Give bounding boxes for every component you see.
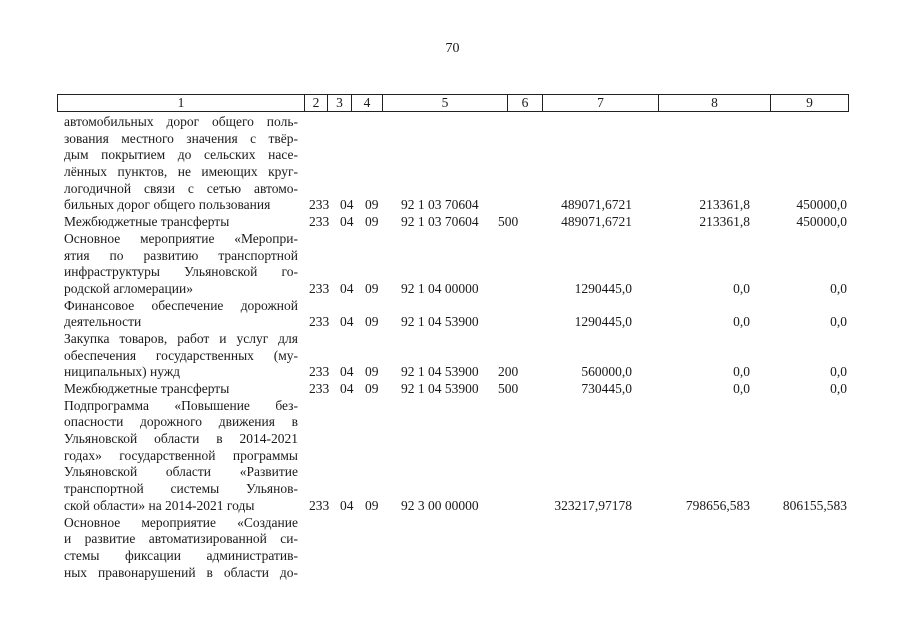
expense-type-code: 200 (498, 364, 519, 380)
subsection-code: 09 (365, 497, 379, 513)
line-description: обеспечения государственных (му- (64, 347, 298, 363)
line-description: Основное мероприятие «Меропри- (64, 230, 298, 246)
table-line (64, 481, 854, 498)
line-description: деятельности (64, 314, 142, 330)
table-line (64, 131, 854, 148)
grbs-code: 233 (309, 381, 330, 396)
header-column-8: 8 (659, 95, 771, 111)
table-line (64, 464, 854, 481)
table-line (64, 314, 854, 331)
line-description: Ульяновской области в 2014-2021 (64, 431, 298, 447)
table-line (64, 498, 854, 515)
target-article-code: 92 3 00 00000 (401, 497, 479, 513)
line-description: бильных дорог общего пользования (64, 197, 271, 213)
section-code: 04 (340, 314, 354, 330)
target-article-code: 92 1 04 53900 (401, 381, 479, 396)
line-description: Закупка товаров, работ и услуг для (64, 330, 298, 346)
subsection-code: 09 (365, 197, 379, 213)
target-article-code: 92 1 04 53900 (401, 314, 479, 330)
table-line (64, 281, 854, 298)
amount-year-3: 450000,0 (796, 214, 847, 230)
line-description: логодичной связи с сетью автомо- (64, 180, 298, 196)
grbs-code: 233 (309, 364, 330, 380)
line-description: зования местного значения с твёр- (64, 130, 298, 146)
line-description: Финансовое обеспечение дорожной (64, 297, 298, 313)
table-line (64, 264, 854, 281)
amount-year-2: 213361,8 (699, 197, 750, 213)
line-description: стемы фиксации административ- (64, 547, 298, 563)
page-number: 70 (445, 41, 460, 56)
line-description: ных правонарушений в области до- (64, 564, 298, 580)
table-body (64, 114, 854, 581)
table-line (64, 248, 854, 265)
table-line (64, 331, 854, 348)
line-description: ятия по развитию транспортной (64, 247, 298, 263)
grbs-code: 233 (309, 314, 330, 330)
target-article-code: 92 1 03 70604 (401, 197, 479, 213)
amount-year-1: 323217,97178 (554, 497, 632, 513)
table-line (64, 414, 854, 431)
line-description: годах» государственной программы (64, 447, 298, 463)
table-line (64, 515, 854, 532)
table-line (64, 298, 854, 315)
subsection-code: 09 (365, 280, 379, 296)
amount-year-2: 0,0 (733, 314, 750, 330)
table-line (64, 214, 854, 231)
amount-year-1: 730445,0 (581, 381, 632, 396)
amount-year-1: 560000,0 (581, 364, 632, 380)
line-description: Межбюджетные трансферты (64, 214, 230, 230)
header-column-7: 7 (543, 95, 659, 111)
grbs-code: 233 (309, 214, 330, 230)
amount-year-2: 213361,8 (699, 214, 750, 230)
table-header-row (57, 94, 849, 112)
subsection-code: 09 (365, 364, 379, 380)
grbs-code: 233 (309, 280, 330, 296)
section-code: 04 (340, 280, 354, 296)
header-column-1: 1 (58, 95, 305, 111)
table-line (64, 231, 854, 248)
line-description: автомобильных дорог общего поль- (64, 114, 298, 129)
line-description: Подпрограмма «Повышение без- (64, 397, 298, 413)
header-column-2: 2 (305, 95, 328, 111)
amount-year-1: 1290445,0 (574, 314, 632, 330)
line-description: ской области» на 2014-2021 годы (64, 497, 255, 513)
grbs-code: 233 (309, 497, 330, 513)
line-description: дым покрытием до сельских насе- (64, 147, 298, 163)
amount-year-3: 0,0 (830, 364, 847, 380)
header-column-3: 3 (328, 95, 352, 111)
section-code: 04 (340, 497, 354, 513)
table-line (64, 348, 854, 365)
section-code: 04 (340, 197, 354, 213)
subsection-code: 09 (365, 214, 379, 230)
line-description: и развитие автоматизированной си- (64, 531, 298, 547)
table-line (64, 548, 854, 565)
line-description: Основное мероприятие «Создание (64, 514, 298, 530)
grbs-code: 233 (309, 197, 330, 213)
amount-year-2: 0,0 (733, 280, 750, 296)
table-line (64, 114, 854, 131)
subsection-code: 09 (365, 314, 379, 330)
table-line (64, 197, 854, 214)
table-line (64, 565, 854, 582)
amount-year-1: 1290445,0 (574, 280, 632, 296)
line-description: инфраструктуры Ульяновской го- (64, 264, 298, 280)
header-column-5: 5 (383, 95, 508, 111)
table-line (64, 181, 854, 198)
target-article-code: 92 1 03 70604 (401, 214, 479, 230)
amount-year-3: 0,0 (830, 280, 847, 296)
line-description: ниципальных) нужд (64, 364, 181, 380)
amount-year-3: 0,0 (830, 314, 847, 330)
amount-year-3: 450000,0 (796, 197, 847, 213)
line-description: транспортной системы Ульянов- (64, 481, 298, 497)
table-line (64, 431, 854, 448)
expense-type-code: 500 (498, 381, 519, 396)
subsection-code: 09 (365, 381, 379, 396)
header-column-9: 9 (806, 95, 813, 110)
amount-year-1: 489071,6721 (561, 214, 632, 230)
header-column-6: 6 (508, 95, 543, 111)
line-description: Межбюджетные трансферты (64, 381, 230, 396)
line-description: опасности дорожного движения в (64, 414, 298, 430)
table-line (64, 381, 854, 398)
amount-year-3: 806155,583 (782, 497, 847, 513)
table-line (64, 364, 854, 381)
section-code: 04 (340, 214, 354, 230)
amount-year-2: 798656,583 (685, 497, 750, 513)
line-description: Ульяновской области «Развитие (64, 464, 298, 480)
line-description: лённых пунктов, не имеющих круг- (64, 164, 298, 180)
table-line (64, 147, 854, 164)
amount-year-1: 489071,6721 (561, 197, 632, 213)
target-article-code: 92 1 04 00000 (401, 280, 479, 296)
table-line (64, 531, 854, 548)
section-code: 04 (340, 381, 354, 396)
amount-year-2: 0,0 (733, 364, 750, 380)
table-line (64, 164, 854, 181)
table-line (64, 398, 854, 415)
header-column-4: 4 (352, 95, 383, 111)
expense-type-code: 500 (498, 214, 519, 230)
section-code: 04 (340, 364, 354, 380)
amount-year-3: 0,0 (830, 381, 847, 396)
line-description: родской агломерации» (64, 280, 193, 296)
target-article-code: 92 1 04 53900 (401, 364, 479, 380)
amount-year-2: 0,0 (733, 381, 750, 396)
table-line (64, 448, 854, 465)
